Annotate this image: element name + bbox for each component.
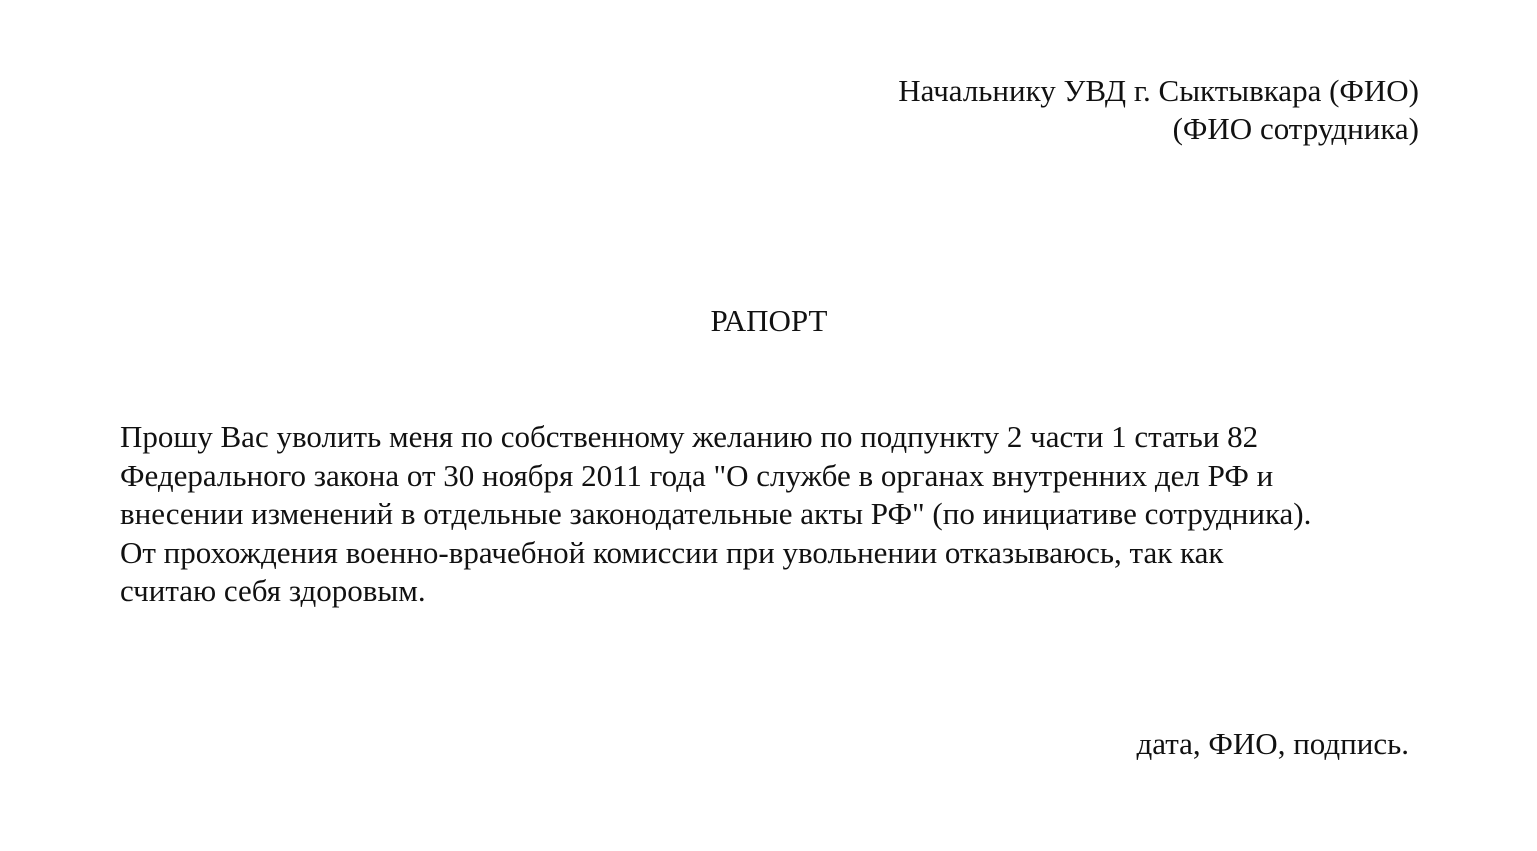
body-line-4: От прохождения военно-врачебной комиссии при увольнении отказываюсь, так как (120, 534, 1224, 570)
document-title-block (0, 302, 1537, 340)
addressee-line-2: (ФИО сотрудника) (1172, 111, 1419, 146)
addressee-line-1: Начальнику УВД г. Сыктывкара (ФИО) (898, 73, 1419, 108)
body-line-5: считаю себя здоровым. (120, 573, 426, 608)
signature-line: дата, ФИО, подпись. (1136, 726, 1409, 761)
body-line-2: Федерального закона от 30 ноября 2011 года "О службе в органах внутренних дел РФ и (120, 457, 1274, 493)
body-line-1: Прошу Вас уволить меня по собственному желанию по подпункту 2 части 1 статьи 82 (120, 419, 1259, 454)
body-line-3: внесении изменений в отдельные законодательные акты РФ" (по инициативе сотрудника). (120, 496, 1312, 531)
body-text (120, 418, 1311, 611)
addressee-block (898, 72, 1419, 148)
document-title: РАПОРТ (710, 303, 828, 338)
